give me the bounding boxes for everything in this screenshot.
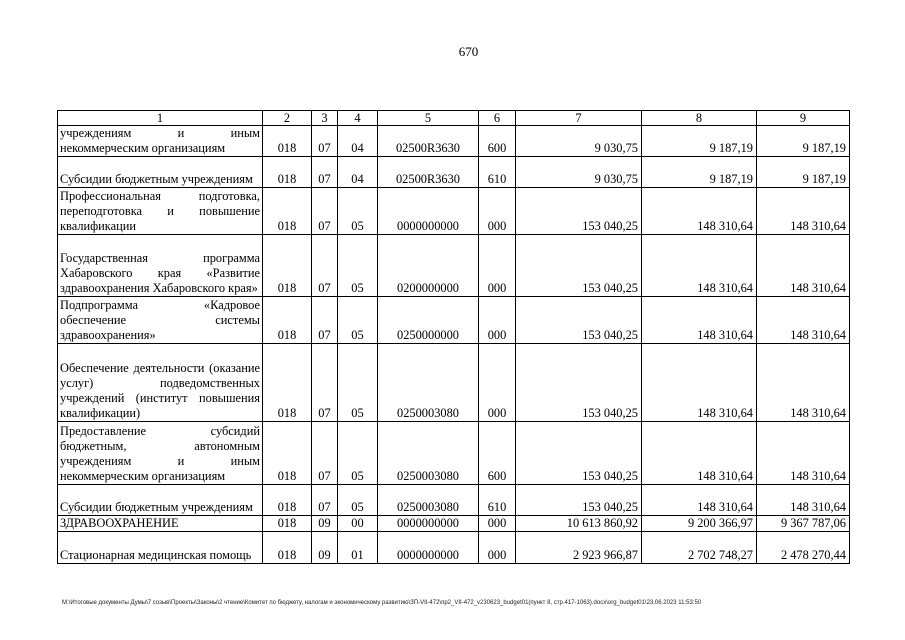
table-row xyxy=(58,516,850,532)
row-name-cell: Предоставление субсидий бюджетным, автономным учреждениям и иным некоммерческим организациям xyxy=(58,422,263,485)
column-header: 9 xyxy=(757,111,850,126)
subsection-cell: 00 xyxy=(338,516,378,532)
table-row xyxy=(58,157,850,188)
amount-cell: 148 310,64 xyxy=(757,297,850,344)
target-article-cell: 0000000000 xyxy=(378,188,479,235)
amount-cell: 153 040,25 xyxy=(516,485,642,516)
amount-cell: 9 367 787,06 xyxy=(757,516,850,532)
column-header: 2 xyxy=(263,111,312,126)
amount-cell: 153 040,25 xyxy=(516,297,642,344)
table-row xyxy=(58,297,850,344)
amount-cell: 148 310,64 xyxy=(642,297,757,344)
table-row xyxy=(58,344,850,422)
code-cell: 018 xyxy=(263,157,312,188)
subsection-cell: 05 xyxy=(338,188,378,235)
expense-type-cell: 610 xyxy=(479,157,516,188)
table-header-row xyxy=(58,111,850,126)
amount-cell: 9 187,19 xyxy=(757,157,850,188)
row-name-cell: Государственная программа Хабаровского края «Развитие здравоохранения Хабаровского края» xyxy=(58,235,263,297)
subsection-cell: 05 xyxy=(338,235,378,297)
amount-cell: 9 187,19 xyxy=(642,157,757,188)
amount-cell: 153 040,25 xyxy=(516,188,642,235)
row-name-cell: Подпрограмма «Кадровое обеспечение системы здравоохранения» xyxy=(58,297,263,344)
expense-type-cell: 000 xyxy=(479,188,516,235)
subsection-cell: 04 xyxy=(338,126,378,157)
amount-cell: 2 702 748,27 xyxy=(642,532,757,564)
target-article-cell: 02500R3630 xyxy=(378,157,479,188)
amount-cell: 9 200 366,97 xyxy=(642,516,757,532)
expense-type-cell: 600 xyxy=(479,422,516,485)
page-number: 670 xyxy=(458,44,479,59)
amount-cell: 9 187,19 xyxy=(757,126,850,157)
amount-cell: 9 030,75 xyxy=(516,157,642,188)
amount-cell: 148 310,64 xyxy=(757,344,850,422)
subsection-cell: 05 xyxy=(338,485,378,516)
row-name-cell: ЗДРАВООХРАНЕНИЕ xyxy=(58,516,263,532)
expense-type-cell: 600 xyxy=(479,126,516,157)
amount-cell: 148 310,64 xyxy=(642,344,757,422)
amount-cell: 148 310,64 xyxy=(642,485,757,516)
code-cell: 018 xyxy=(263,422,312,485)
amount-cell: 153 040,25 xyxy=(516,235,642,297)
section-cell: 07 xyxy=(312,157,338,188)
row-name-cell: Профессиональная подготовка, переподготовка и повышение квалификации xyxy=(58,188,263,235)
amount-cell: 148 310,64 xyxy=(642,188,757,235)
amount-cell: 9 187,19 xyxy=(642,126,757,157)
section-cell: 07 xyxy=(312,126,338,157)
code-cell: 018 xyxy=(263,235,312,297)
section-cell: 09 xyxy=(312,532,338,564)
target-article-cell: 0250000000 xyxy=(378,297,479,344)
target-article-cell: 0250003080 xyxy=(378,422,479,485)
target-article-cell: 0250003080 xyxy=(378,485,479,516)
column-header: 4 xyxy=(338,111,378,126)
section-cell: 07 xyxy=(312,485,338,516)
column-header: 7 xyxy=(516,111,642,126)
row-name-cell: Субсидии бюджетным учреждениям xyxy=(58,157,263,188)
column-header: 5 xyxy=(378,111,479,126)
row-name-cell: учреждениям и иным некоммерческим организациям xyxy=(58,126,263,157)
section-cell: 07 xyxy=(312,297,338,344)
expense-type-cell: 000 xyxy=(479,516,516,532)
amount-cell: 148 310,64 xyxy=(757,235,850,297)
amount-cell: 148 310,64 xyxy=(757,188,850,235)
amount-cell: 10 613 860,92 xyxy=(516,516,642,532)
subsection-cell: 04 xyxy=(338,157,378,188)
file-path-footer: M:\Итоговые документы Думы\7 созыв\Проекты\Законы\2 чтение\Комитет по бюджету, налогам и экономическому развитию\ЗП-VII-472\пр2_VII-472_v230623_budget01(пункт 8, стр.417-1063).docx\org_budget01\23.06.2023 11:53:50 xyxy=(62,600,702,606)
code-cell: 018 xyxy=(263,516,312,532)
code-cell: 018 xyxy=(263,532,312,564)
amount-cell: 148 310,64 xyxy=(757,485,850,516)
amount-cell: 148 310,64 xyxy=(642,422,757,485)
expense-type-cell: 000 xyxy=(479,235,516,297)
section-cell: 07 xyxy=(312,422,338,485)
target-article-cell: 0200000000 xyxy=(378,235,479,297)
code-cell: 018 xyxy=(263,485,312,516)
expense-type-cell: 000 xyxy=(479,344,516,422)
code-cell: 018 xyxy=(263,344,312,422)
section-cell: 07 xyxy=(312,344,338,422)
column-header: 1 xyxy=(58,111,263,126)
code-cell: 018 xyxy=(263,126,312,157)
subsection-cell: 05 xyxy=(338,422,378,485)
amount-cell: 153 040,25 xyxy=(516,422,642,485)
budget-table xyxy=(57,110,850,564)
subsection-cell: 01 xyxy=(338,532,378,564)
amount-cell: 2 923 966,87 xyxy=(516,532,642,564)
amount-cell: 153 040,25 xyxy=(516,344,642,422)
row-name-cell: Обеспечение деятельности (оказание услуг) подведомственных учреждений (институт повышения квалификации) xyxy=(58,344,263,422)
amount-cell: 148 310,64 xyxy=(642,235,757,297)
target-article-cell: 0250003080 xyxy=(378,344,479,422)
column-header: 6 xyxy=(479,111,516,126)
section-cell: 07 xyxy=(312,188,338,235)
section-cell: 09 xyxy=(312,516,338,532)
row-name-cell: Стационарная медицинская помощь xyxy=(58,532,263,564)
column-header: 3 xyxy=(312,111,338,126)
table-row xyxy=(58,235,850,297)
target-article-cell: 02500R3630 xyxy=(378,126,479,157)
column-header: 8 xyxy=(642,111,757,126)
table-row xyxy=(58,485,850,516)
amount-cell: 2 478 270,44 xyxy=(757,532,850,564)
target-article-cell: 0000000000 xyxy=(378,532,479,564)
table-row xyxy=(58,126,850,157)
table-row xyxy=(58,532,850,564)
subsection-cell: 05 xyxy=(338,344,378,422)
section-cell: 07 xyxy=(312,235,338,297)
expense-type-cell: 000 xyxy=(479,532,516,564)
code-cell: 018 xyxy=(263,297,312,344)
expense-type-cell: 610 xyxy=(479,485,516,516)
code-cell: 018 xyxy=(263,188,312,235)
amount-cell: 9 030,75 xyxy=(516,126,642,157)
target-article-cell: 0000000000 xyxy=(378,516,479,532)
amount-cell: 148 310,64 xyxy=(757,422,850,485)
subsection-cell: 05 xyxy=(338,297,378,344)
table-row xyxy=(58,422,850,485)
row-name-cell: Субсидии бюджетным учреждениям xyxy=(58,485,263,516)
expense-type-cell: 000 xyxy=(479,297,516,344)
table-row xyxy=(58,188,850,235)
